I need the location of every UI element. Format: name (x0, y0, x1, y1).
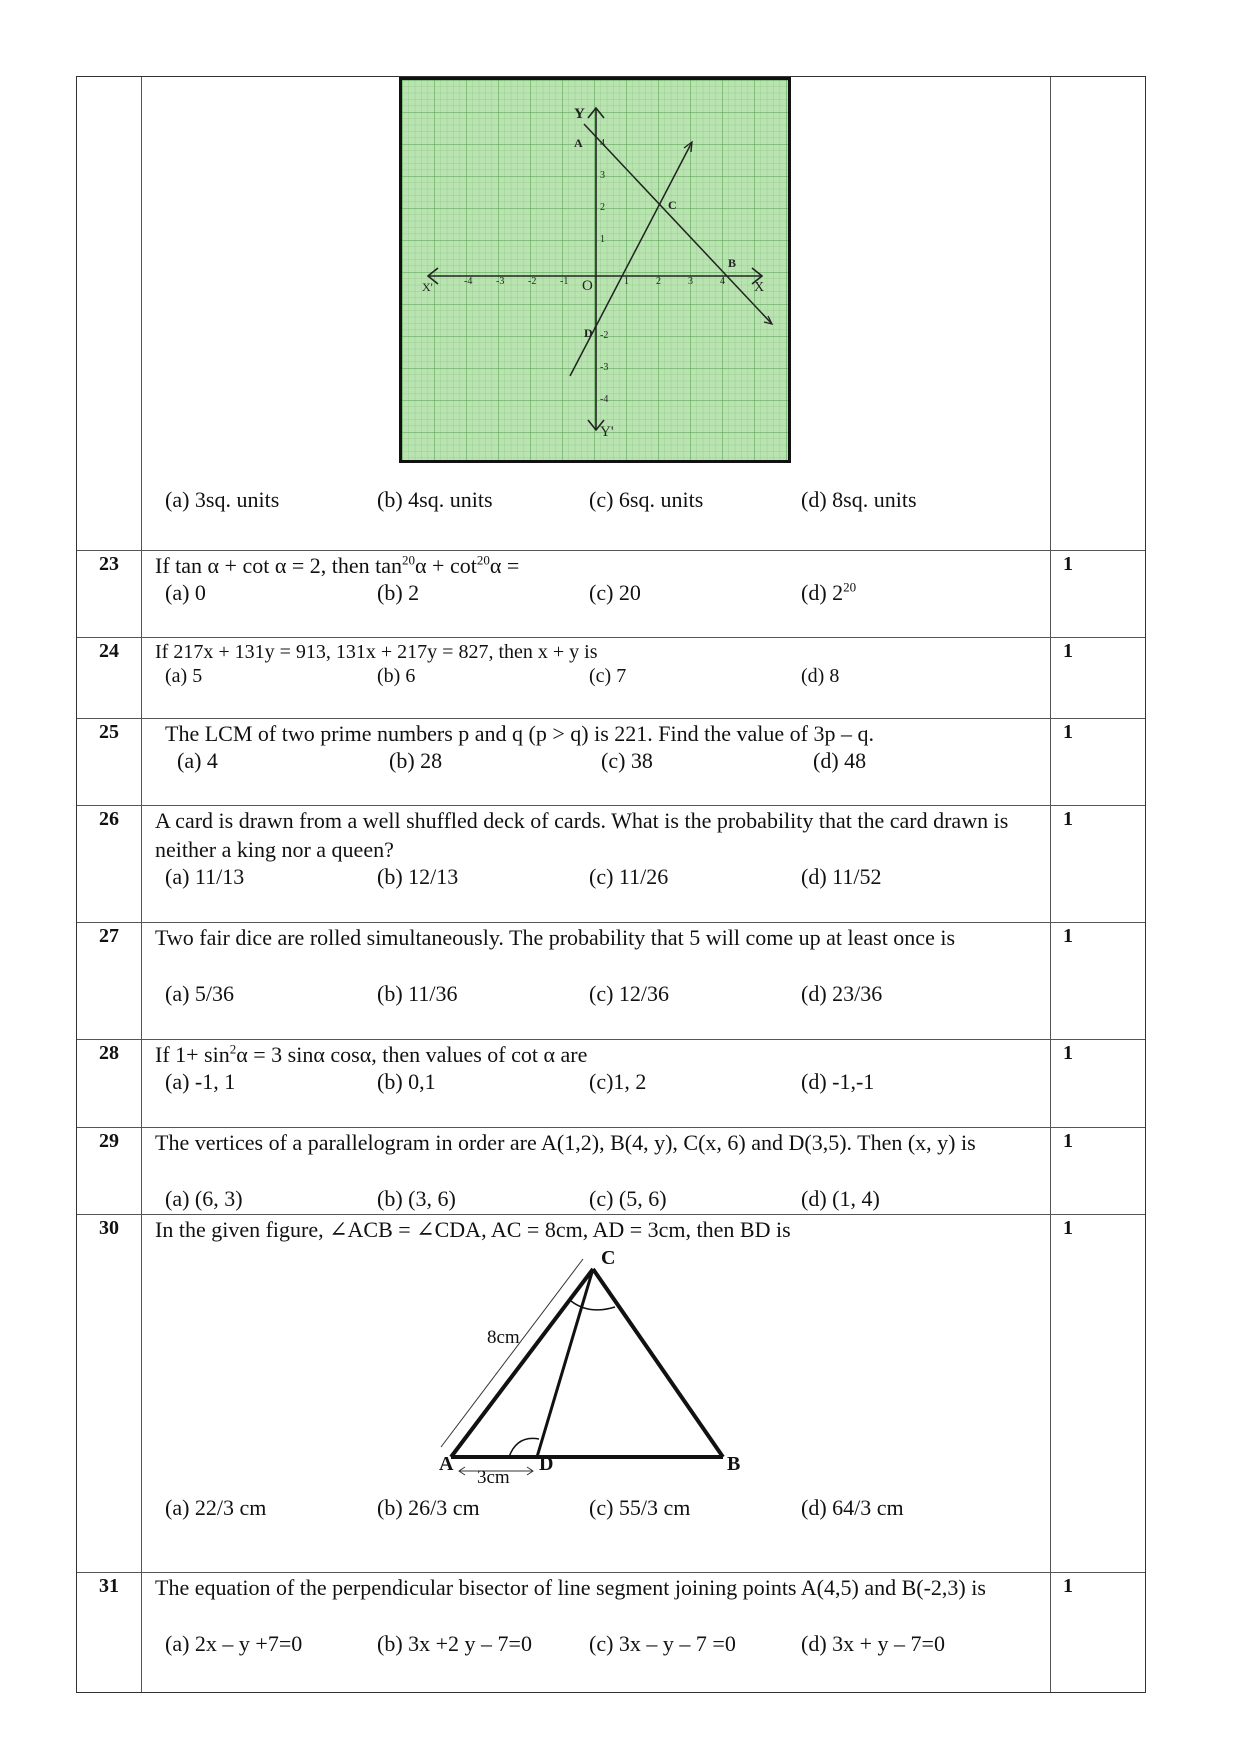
option-d[interactable]: (d) 11/52 (801, 864, 882, 889)
option-d[interactable]: (d) 64/3 cm (801, 1495, 904, 1520)
y-tick-label: 4 (600, 138, 605, 149)
marks: 1 (1050, 1215, 1145, 1572)
marks: 1 (1050, 1573, 1145, 1692)
question-row-31 (77, 1573, 1145, 1692)
option-c[interactable]: (c) 38 (601, 748, 653, 773)
x-tick-label: -1 (560, 276, 569, 287)
x-tick-label: -4 (464, 276, 473, 287)
option-b[interactable]: (b) 2 (377, 580, 420, 605)
ad-length-label: 3cm (477, 1467, 510, 1488)
option-b[interactable]: (b) 0,1 (377, 1069, 436, 1094)
option-c[interactable]: (c) 3x – y – 7 =0 (589, 1631, 736, 1656)
option-c[interactable]: (c) 11/26 (589, 864, 669, 889)
question-text: A card is drawn from a well shuffled deck of cards. What is the probability that the card drawn is neither a king nor a queen? (155, 808, 1009, 862)
option-d[interactable]: (d) $2^{20}$ (801, 579, 857, 605)
x-tick-label: -2 (528, 276, 537, 287)
question-text: If $1+ \sin^2\alpha = 3$ sinα cosα, then values of cot α are (155, 1041, 588, 1067)
question-row-25 (77, 719, 1145, 806)
option-c[interactable]: (c) 55/3 cm (589, 1495, 691, 1520)
question-number: 23 (77, 551, 142, 637)
question-number-cell (77, 77, 142, 550)
ac-length-label: 8cm (487, 1327, 520, 1348)
origin-label: O (582, 278, 593, 294)
question-number: 30 (77, 1215, 142, 1572)
option-d[interactable]: (d) 8sq. units (801, 487, 917, 512)
point-c-label: C (668, 198, 677, 212)
x-tick-label: -3 (496, 276, 505, 287)
x-tick-label: 3 (688, 276, 693, 287)
point-c-label: C (601, 1247, 616, 1269)
y-neg-axis-label: Y' (600, 424, 614, 440)
y-tick-label: -4 (600, 394, 609, 405)
question-text: The LCM of two prime numbers p and q (p > q) is 221. Find the value of 3p – q. (165, 721, 874, 746)
option-a[interactable]: (a) -1, 1 (165, 1069, 236, 1094)
question-row-24 (77, 638, 1145, 719)
marks: 1 (1050, 806, 1145, 922)
y-tick-label: -2 (600, 330, 609, 341)
option-a[interactable]: (a) 5 (165, 665, 203, 687)
option-d[interactable]: (d) 8 (801, 665, 840, 687)
option-c[interactable]: (c) 12/36 (589, 981, 670, 1006)
option-c[interactable]: (c)1, 2 (589, 1069, 647, 1094)
marks: 1 (1050, 1040, 1145, 1127)
x-tick-label: 4 (720, 276, 725, 287)
option-b[interactable]: (b) 28 (389, 748, 443, 773)
option-b[interactable]: (b) 12/13 (377, 864, 459, 889)
question-text: If 217x + 131y = 913, 131x + 217y = 827, then x + y is (155, 641, 598, 663)
option-b[interactable]: (b) 26/3 cm (377, 1495, 480, 1520)
option-c[interactable]: (c) 7 (589, 665, 627, 687)
point-b-label: B (727, 1453, 741, 1475)
option-a[interactable]: (a) 22/3 cm (165, 1495, 267, 1520)
question-row-30 (77, 1215, 1145, 1573)
marks: 1 (1050, 923, 1145, 1039)
y-tick-label: 3 (600, 170, 605, 181)
x-axis-label: X (754, 280, 765, 295)
option-c[interactable]: (c) (5, 6) (589, 1186, 667, 1211)
question-text: Two fair dice are rolled simultaneously. The probability that 5 will come up at least once is (155, 925, 956, 950)
question-number: 25 (77, 719, 142, 805)
question-row-29 (77, 1128, 1145, 1215)
option-d[interactable]: (d) 3x + y – 7=0 (801, 1631, 945, 1656)
question-text: If tan α + cot α = 2, then $\tan^{20}\alpha + \cot^{20}\alpha$ = (155, 552, 520, 578)
x-tick-label: 1 (624, 276, 629, 287)
option-d[interactable]: (d) (1, 4) (801, 1186, 880, 1211)
option-c[interactable]: (c) 6sq. units (589, 487, 704, 512)
marks-cell (1050, 77, 1145, 550)
x-neg-axis-label: X' (422, 280, 433, 294)
y-axis-label: Y (574, 106, 585, 122)
graph-labels (402, 80, 788, 460)
question-number: 24 (77, 638, 142, 718)
question-row-23 (77, 551, 1145, 638)
option-d[interactable]: (d) -1,-1 (801, 1069, 875, 1094)
x-tick-label: 2 (656, 276, 661, 287)
option-a[interactable]: (a) 11/13 (165, 864, 245, 889)
question-number: 27 (77, 923, 142, 1039)
y-tick-label: -3 (600, 362, 609, 373)
y-tick-label: 2 (600, 202, 605, 213)
question-row-28 (77, 1040, 1145, 1128)
point-a-label: A (574, 136, 583, 150)
option-d[interactable]: (d) 23/36 (801, 981, 883, 1006)
point-a-label: A (439, 1453, 454, 1475)
question-row-22 (77, 77, 1145, 551)
option-d[interactable]: (d) 48 (813, 748, 867, 773)
marks: 1 (1050, 719, 1145, 805)
option-b[interactable]: (b) 3x +2 y – 7=0 (377, 1631, 532, 1656)
option-b[interactable]: (b) (3, 6) (377, 1186, 456, 1211)
question-table (76, 76, 1146, 1693)
marks: 1 (1050, 638, 1145, 718)
option-b[interactable]: (b) 6 (377, 665, 416, 687)
option-b[interactable]: (b) 11/36 (377, 981, 458, 1006)
option-a[interactable]: (a) 4 (177, 748, 218, 773)
coordinate-graph (399, 77, 791, 463)
point-d-label: D (539, 1453, 554, 1475)
question-number: 28 (77, 1040, 142, 1127)
option-a[interactable]: (a) 2x – y +7=0 (165, 1631, 303, 1656)
question-text: The vertices of a parallelogram in order are A(1,2), B(4, y), C(x, 6) and D(3,5). Then (x, y) is (155, 1130, 976, 1155)
question-number: 29 (77, 1128, 142, 1214)
question-number: 26 (77, 806, 142, 922)
question-text: In the given figure, ∠ACB = ∠CDA, AC = 8cm, AD = 3cm, then BD is (155, 1217, 791, 1242)
question-text: The equation of the perpendicular bisector of line segment joining points A(4,5) and B(-2,3) is (155, 1575, 986, 1600)
option-a[interactable]: (a) 0 (165, 580, 206, 605)
marks: 1 (1050, 1128, 1145, 1214)
marks: 1 (1050, 551, 1145, 637)
option-a[interactable]: (a) 5/36 (165, 981, 235, 1006)
question-number: 31 (77, 1573, 142, 1692)
point-b-label: B (728, 256, 737, 270)
option-a[interactable]: (a) (6, 3) (165, 1186, 243, 1211)
option-c[interactable]: (c) 20 (589, 580, 641, 605)
question-row-27 (77, 923, 1145, 1040)
y-tick-label: 1 (600, 234, 605, 245)
option-b[interactable]: (b) 4sq. units (377, 487, 493, 512)
point-d-label: D (584, 326, 593, 340)
question-row-26 (77, 806, 1145, 923)
option-a[interactable]: (a) 3sq. units (165, 487, 280, 512)
